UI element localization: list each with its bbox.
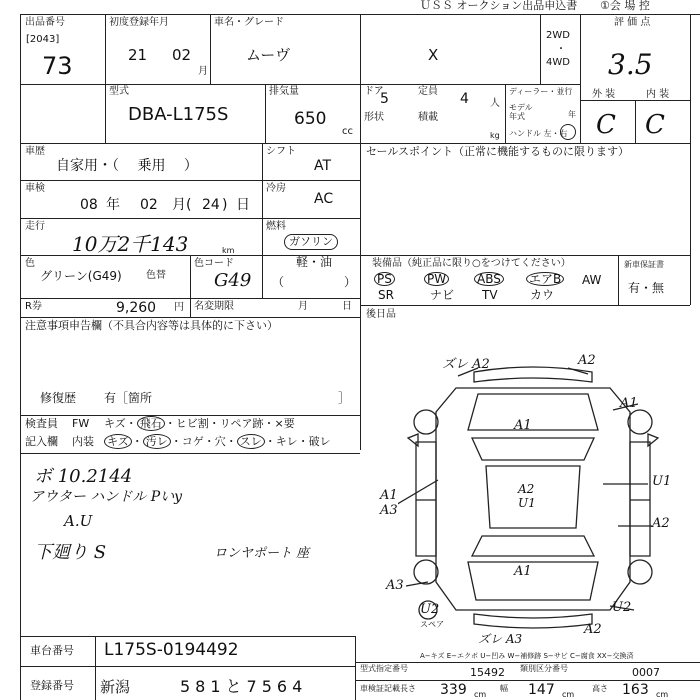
inspection-month: 02: [140, 197, 158, 213]
later-date-label: 後日品: [366, 309, 396, 320]
ac-value: AC: [314, 191, 334, 207]
height-value: 163: [622, 682, 649, 698]
plate-label: 登録番号: [30, 679, 74, 692]
equip-top-line: [360, 255, 690, 256]
mark-roof: A2 U1: [518, 482, 536, 510]
row-line-1: [20, 84, 360, 85]
right-side-panel: [630, 442, 650, 556]
mark-right-front: A1: [620, 396, 638, 411]
engine-value: 650: [294, 109, 327, 129]
capacity-value: 4: [460, 91, 469, 107]
mirror-right: [648, 434, 658, 446]
equip-cow: カウ: [530, 288, 555, 302]
mark-top-left: ズレ A2: [442, 357, 490, 372]
rating-exterior-label: 外 装: [592, 89, 616, 100]
recycle-label: R券: [25, 301, 42, 312]
fuel-gasoline: ガソリン: [284, 234, 338, 250]
repair-history-close: ］: [338, 391, 351, 405]
mileage-label: 走行: [25, 221, 45, 232]
handle-right-circle: [560, 124, 576, 140]
lot-label: 出品番号: [25, 17, 65, 28]
col-line-12: [95, 636, 96, 700]
drive-2wd: 2WD: [546, 30, 570, 41]
rear-bumper: [474, 614, 592, 628]
drive-4wd: 4WD: [546, 57, 570, 68]
wheel-front-left: [414, 410, 438, 434]
equip-bottom-line: [360, 305, 690, 306]
equip-abs: ABS: [474, 272, 504, 286]
width-unit: cm: [562, 690, 575, 699]
col-line-6: [635, 100, 636, 143]
equip-pw: PW: [424, 272, 449, 286]
registration-label: 初度登録年月: [109, 17, 169, 28]
mark-left-mid: A1 A3: [380, 488, 398, 518]
rating-value: 3.5: [608, 48, 653, 81]
note-line-2: アウター ハンドル Pいy: [30, 489, 183, 505]
inspector-row1: [104, 418, 295, 430]
copy-label: ①会 場 控: [600, 0, 650, 12]
notes-label: 注意事項申告欄（不具合内容等は具体的に下さい）: [25, 319, 278, 332]
col-line-8: [262, 143, 263, 298]
dimensions-label: 車検証記載: [360, 684, 400, 693]
row1-chip: 飛石: [137, 416, 165, 431]
mirror-left: [408, 434, 418, 446]
repair-history-value: 有［箇所: [104, 391, 153, 405]
lot-number: 73: [42, 52, 73, 80]
car-label: 車名・グレード: [214, 17, 284, 28]
wheel-rear-right: [628, 560, 652, 584]
col-line-5: [580, 14, 581, 143]
model-value: DBA-L175S: [128, 104, 229, 125]
sales-point-label: セールスポイント（正常に機能するものに限ります）: [366, 145, 630, 158]
mark-rear-right: U2: [612, 600, 632, 615]
fuel-label: 燃料: [266, 221, 286, 232]
length-unit: cm: [474, 690, 487, 699]
inspection-day: 24: [202, 197, 220, 213]
cert-label: 型式指定番号: [360, 664, 408, 673]
inspector-label-2: 記入欄: [25, 435, 58, 448]
registration-month: 02: [172, 46, 192, 64]
mark-left-rear: A3: [386, 578, 404, 593]
mileage-value: 10万2千143: [72, 232, 189, 256]
drive-dot: ・: [556, 44, 566, 55]
engine-unit: cc: [342, 126, 353, 137]
note-line-5: ロンヤポート 座: [214, 546, 310, 561]
wheel-rear-left: [414, 560, 438, 584]
width-label: 幅: [500, 684, 508, 693]
length-value: 339: [440, 682, 467, 698]
usage-label: 車歴: [25, 146, 45, 157]
dealer-handle: ハンドル 左・右: [509, 129, 568, 138]
row1-scratch: キズ・: [104, 417, 137, 430]
row-line-11: [20, 666, 355, 667]
equip-airbag: エアB: [526, 272, 564, 286]
rating-interior-label: 内 装: [646, 89, 670, 100]
mark-rear-left: U2: [420, 602, 440, 617]
width-value: 147: [528, 682, 555, 698]
recycle-unit: 円: [174, 302, 184, 313]
color-label: 色: [25, 258, 35, 269]
row2-rest: ・キレ・破レ: [264, 435, 331, 448]
row-line-9: [20, 453, 360, 454]
inspector-fw: FW: [72, 417, 90, 430]
mark-spare: スペア: [420, 620, 444, 629]
equip-ps: PS: [374, 272, 395, 286]
fuel-light-oil: 軽・油: [296, 255, 333, 269]
row2-stain: 汚レ: [143, 434, 171, 449]
equip-tv: TV: [482, 288, 498, 302]
dealer-year-unit: 年: [568, 110, 576, 119]
new-car-warranty-label: 新車保証書: [624, 260, 664, 269]
col-line-3: [265, 84, 266, 143]
table-border-left: [20, 14, 21, 700]
mileage-unit: km: [222, 246, 235, 255]
class-label: 類別区分番号: [520, 664, 568, 673]
height-unit: cm: [656, 690, 669, 699]
col-line-11: [190, 298, 191, 317]
repair-history-label: 修復歴: [40, 391, 77, 405]
registration-year: 21: [128, 46, 148, 64]
inspection-year: 08: [80, 197, 98, 213]
col-line-10: [618, 255, 619, 305]
ac-label: 冷房: [266, 183, 286, 194]
equipment-label: 装備品（純正品に限り○をつけてください）: [372, 258, 571, 269]
row-line-4: [20, 218, 360, 219]
load-label: 積載: [418, 112, 438, 123]
doors-value: 5: [380, 91, 389, 107]
class-value: 0007: [632, 666, 660, 679]
plate-region: 新潟: [100, 678, 131, 696]
mark-trunk: A1: [514, 564, 532, 579]
inspection-day-close: ): [222, 197, 228, 213]
hood-panel: [468, 394, 598, 430]
row-line-3: [20, 180, 360, 181]
inspection-month-unit: 月: [172, 197, 186, 213]
equip-aw: AW: [582, 273, 602, 287]
inspector-interior: 内装: [72, 435, 94, 448]
color-change-label: 色替: [146, 270, 166, 281]
center-divider-bottom: [355, 636, 356, 700]
chassis-value: L175S-0194492: [104, 640, 239, 660]
load-unit: kg: [490, 131, 500, 140]
form-header: ＵＳＳ オークション出品申込書: [420, 0, 578, 12]
chassis-label: 車台番号: [30, 644, 74, 657]
row1-rest: ・ヒビ割・リペア跡・×要: [164, 417, 295, 430]
mark-right-rear: A2: [652, 516, 670, 531]
row-line-1b: [360, 84, 580, 85]
col-line-1: [105, 14, 106, 143]
col-line-9: [190, 255, 191, 298]
registration-month-unit: 月: [198, 66, 208, 77]
inspection-day-unit: 日: [236, 197, 250, 213]
mark-right-mid: U1: [652, 474, 672, 489]
capacity-label: 定員: [418, 86, 438, 97]
mark-bottom: ズレ A3: [478, 632, 523, 646]
model-label: 型式: [109, 86, 129, 97]
dealer-model-year: モデル年式: [509, 103, 533, 121]
note-line-1: ボ 10.2144: [34, 466, 133, 487]
owner-month-unit: 月: [298, 301, 308, 312]
rear-window: [472, 536, 594, 556]
damage-legend: A−キズ E−エクボ U−凹み W−補修跡 S−サビ C−腐食 XX−交換済: [420, 652, 634, 660]
owner-change-label: 名変期限: [194, 301, 234, 312]
lot-code: [2043]: [26, 34, 60, 45]
note-line-4: 下廻り S: [34, 542, 107, 563]
trunk-panel: [468, 562, 598, 600]
capacity-unit: 人: [490, 98, 500, 109]
mark-top-right: A2: [578, 353, 596, 368]
center-divider: [360, 14, 361, 450]
col-line-7: [505, 84, 506, 143]
row2-scratch: キズ: [104, 434, 132, 449]
plate-number: 581と7564: [180, 677, 308, 696]
wheel-front-right: [628, 410, 652, 434]
mark-bottom-right: A2: [584, 622, 602, 637]
shift-label: シフト: [266, 146, 296, 157]
row2-dot: ・: [131, 435, 143, 448]
color-value: グリーン(G49): [40, 269, 122, 283]
fuel-other: （ ）: [272, 275, 357, 289]
left-side-panel: [416, 442, 436, 556]
engine-label: 排気量: [269, 86, 299, 97]
rating-label: 評 価 点: [614, 17, 651, 28]
usage-value: 自家用・（ 乗用 ）: [56, 158, 198, 174]
row2-mid: ・コゲ・穴・: [170, 435, 237, 448]
equip-navi: ナビ: [430, 288, 455, 302]
inspection-day-open: (: [186, 197, 192, 213]
inspector-row2: [104, 436, 331, 448]
rating-interior: C: [645, 110, 665, 140]
right-border: [690, 14, 691, 305]
windshield: [472, 438, 594, 460]
color-code: G49: [214, 270, 252, 291]
note-line-3: A.U: [64, 512, 93, 530]
row2-scuff: スレ: [237, 434, 265, 449]
length-label: 長さ: [400, 684, 416, 693]
inspector-label-1: 検査員: [25, 417, 58, 430]
shift-value: AT: [314, 158, 332, 174]
inspection-label: 車検: [25, 183, 45, 194]
col-line-2: [210, 14, 211, 84]
shape-label: 形状: [364, 112, 384, 123]
row-line-10: [20, 636, 355, 637]
dealer-label: ディーラー・並行: [509, 87, 573, 96]
warranty-value: 有・無: [628, 281, 665, 295]
height-label: 高さ: [592, 684, 608, 693]
equip-sr: SR: [378, 288, 394, 302]
col-line-4: [540, 14, 541, 84]
rating-exterior: C: [596, 110, 616, 140]
mark-hood: A1: [514, 418, 532, 433]
car-grade: X: [428, 46, 439, 64]
cert-value: 15492: [470, 666, 505, 679]
car-name: ムーヴ: [246, 46, 291, 64]
color-code-label: 色コード: [194, 258, 234, 269]
recycle-value: 9,260: [116, 300, 157, 316]
owner-day-unit: 日: [342, 301, 352, 312]
inspection-year-unit: 年: [106, 197, 120, 213]
doors-label: ドア: [364, 86, 384, 97]
